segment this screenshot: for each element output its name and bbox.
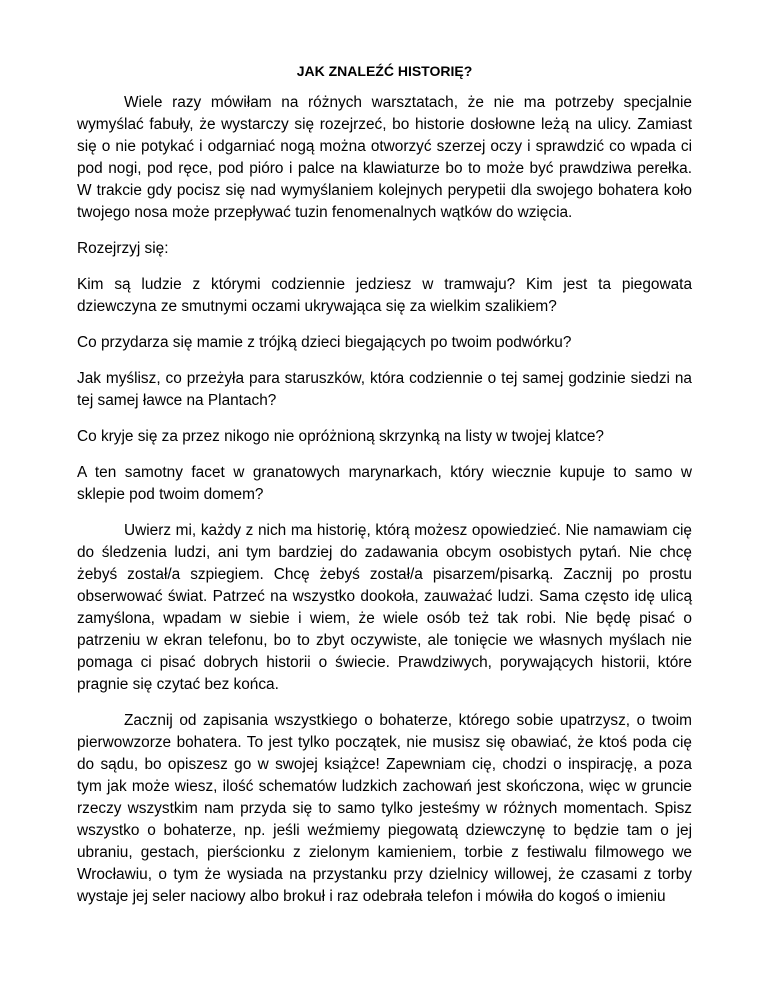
paragraph-elderly-couple-question: Jak myślisz, co przeżyła para staruszków, która codziennie o tej samej godzinie siedzi na tej samej ławce na Plantach? bbox=[77, 370, 692, 409]
paragraph-mailbox-question: Co kryje się za przez nikogo nie opróżnioną skrzynką na listy w twojej klatce? bbox=[77, 428, 604, 445]
paragraph-lonely-man-question: A ten samotny facet w granatowych marynarkach, który wiecznie kupuje to samo w sklepie pod twoim domem? bbox=[77, 464, 692, 503]
document-body bbox=[77, 60, 692, 922]
paragraph-tram-question: Kim są ludzie z którymi codziennie jedziesz w tramwaju? Kim jest ta piegowata dziewczyna ze smutnymi oczami ukrywająca się za wielkim szalikiem? bbox=[77, 276, 692, 315]
document-title: JAK ZNALEŹĆ HISTORIĘ? bbox=[296, 63, 473, 79]
paragraph-intro: Wiele razy mówiłam na różnych warsztatach, że nie ma potrzeby specjalnie wymyślać fabuły, że wystarczy się rozejrzeć, bo historie dosłowne leżą na ulicy. Zamiast się o nie potykać i odgarniać nogą można otworzyć szerzej oczy i sprawdzić co wpada ci pod nogi, pod ręce, pod pióro i palce na klawiaturze bo to może być prawdziwa perełka. W trakcie gdy pocisz się nad wymyślaniem kolejnych perypetii dla swojego bohatera koło twojego nosa może przepływać tuzin fenomenalnych wątków do wzięcia. bbox=[77, 94, 692, 221]
paragraph-write-hero: Zacznij od zapisania wszystkiego o bohaterze, którego sobie upatrzysz, o twoim pierwowzorze bohatera. To jest tylko początek, nie musisz się obawiać, że ktoś poda cię do sądu, bo opiszesz go w swojej książce! Zapewniam cię, chodzi o inspirację, a poza tym jak może wiesz, ilość schematów ludzkich zachowań jest skończona, więc w gruncie rzeczy wszystkim nam przyda się to samo tylko jesteśmy w różnych momentach. Spisz wszystko o bohaterze, np. jeśli weźmiemy piegowatą dziewczynę to będzie tam o jej ubraniu, gestach, pierścionku z zielonym kamieniem, torbie z festiwalu filmowego we Wrocławiu, o tym że wysiada na przystanku przy dzielnicy willowej, że czasami z torby wystaje jej seler naciowy albo brokuł i raz odebrała telefon i mówiła do kogoś o imieniu bbox=[77, 712, 692, 905]
paragraph-observe-world: Uwierz mi, każdy z nich ma historię, którą możesz opowiedzieć. Nie namawiam cię do śledzenia ludzi, ani tym bardziej do zadawania obcym osobistych pytań. Nie chcę żebyś został/a szpiegiem. Chcę żebyś został/a pisarzem/pisarką. Zacznij po prostu obserwować świat. Patrzeć na wszystko dookoła, zauważać ludzi. Sama często idę ulicą zamyślona, wpadam w siebie i wiem, że wiele osób też tak robi. Nie będę pisać o patrzeniu w ekran telefonu, bo to zbyt oczywiste, ale tonięcie we własnych myślach nie pomaga ci pisać dobrych historii o świecie. Prawdziwych, porywających historii, które pragnie się czytać bez końca. bbox=[77, 522, 692, 693]
paragraph-mother-question: Co przydarza się mamie z trójką dzieci biegających po twoim podwórku? bbox=[77, 334, 572, 351]
paragraph-look-around: Rozejrzyj się: bbox=[77, 240, 169, 257]
